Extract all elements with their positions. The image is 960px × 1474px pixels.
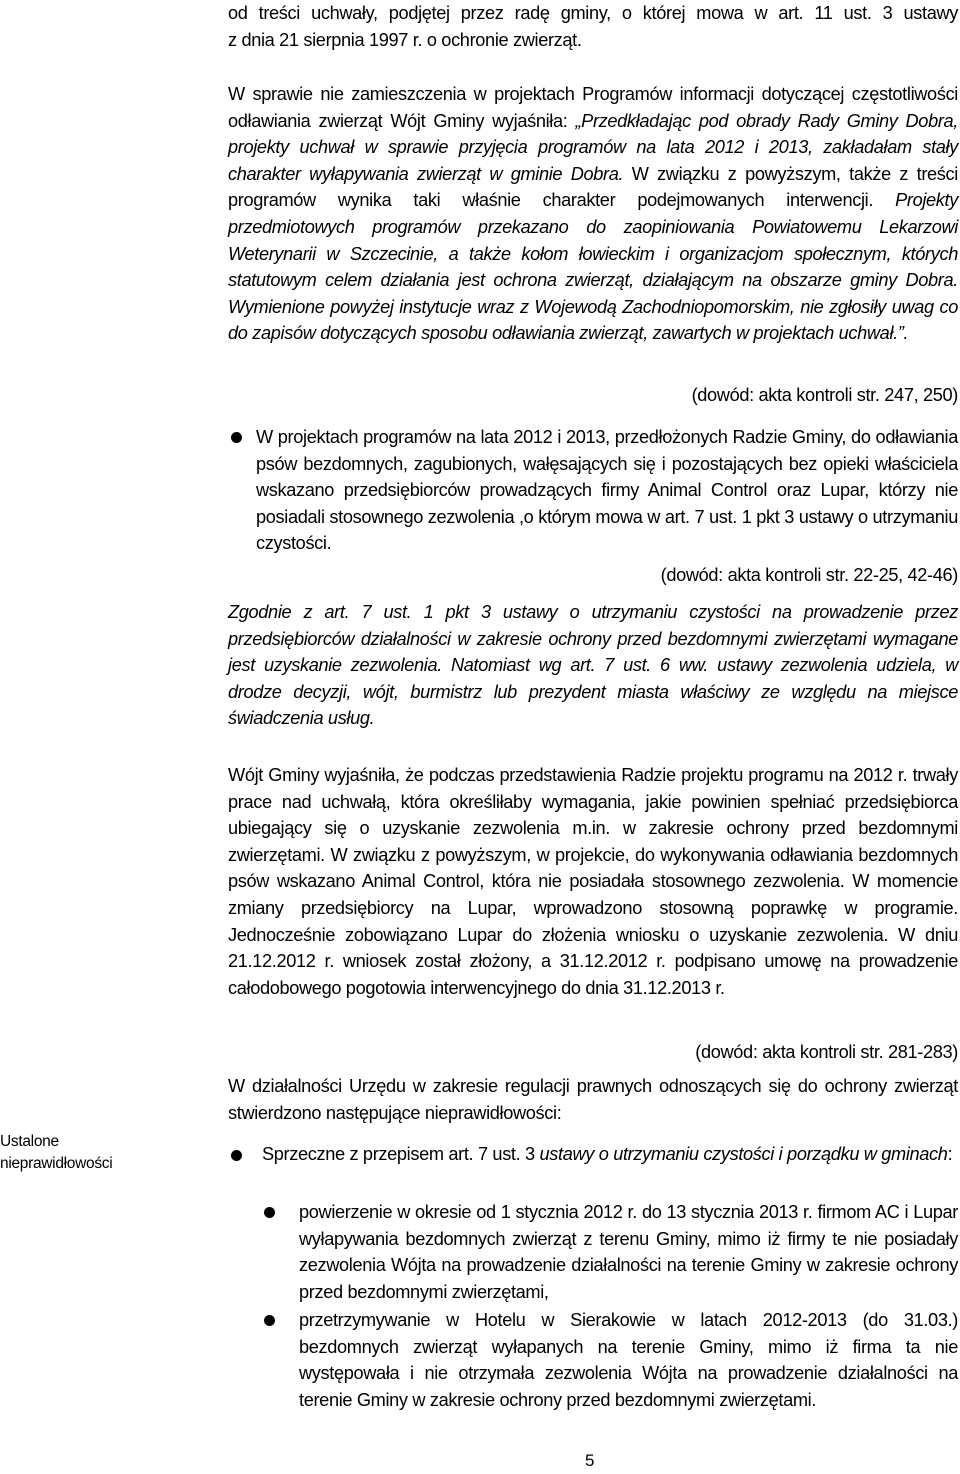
evidence-note-1: (dowód: akta kontroli str. 247, 250) [691,385,958,405]
p1-quote-italic: Projekty przedmiotowych programów przekazano do zaopiniowania Powiatowemu Lekarzowi Weterynarii w Szczecinie, a także kołom łowieckim i organizacjom społecznym, których statutowym celem działania jest ochrona zwierząt, działającym na obszarze gminy Dobra. [228,190,958,291]
bullet-icon [231,1150,242,1161]
sub-bullet-holding: przetrzymywanie w Hotelu w Sierakowie w latach 2012-2013 (do 31.03.) bezdomnych zwierząt wyłapanych na terenie Gminy, mimo iż firma ta nie występowała i nie otrzymała zezwolenia Wójta na prowadzenie działalności na terenie Gminy w zakresie ochrony przed bezdomnymi zwierzętami. [299,1310,958,1410]
bullet-icon [264,1207,275,1218]
intro-line-1: od treści uchwały, podjętej przez radę gminy, o której mowa w art. 11 ust. 3 ustawy [228,3,958,23]
p1-quote: „Przedkładając pod obrady Rady Gminy Dobra, projekty uchwał w sprawie przyjęcia programów na lata 2012 i 2013, zakładałam stały charakter wyłapywania zwierząt w gminie Dobra. [228,110,959,184]
paragraph-mayor-explanation: Wójt Gminy wyjaśniła, że podczas przedstawienia Radzie projektu programu na 2012 r. trwały prace nad uchwałą, która określiłaby wymagania, jakie powinien spełniać przedsiębiorca ubiegający się o uzyskanie zezwolenia m.in. w zakresie ochrony przed bezdomnymi zwierzętami. W związku z powyższym, w projekcie, do wykonywania odławiania bezdomnych psów wskazano Animal Control, która nie posiadała stosownego zezwolenia. W momencie zmiany przedsiębiorcy na Lupar, wprowadzono stosowną poprawkę w programie. Jednocześnie zobowiązano Lupar do złożenia wniosku o uzyskanie zezwolenia. W dniu 21.12.2012 r. wniosek został złożony, a 31.12.2012 r. podpisano umowę na prowadzenie całodobowego pogotowia interwencyjnego do dnia 31.12.2013 r. [228,765,958,998]
intro-line-2: z dnia 21 sierpnia 1997 r. o ochronie zwierząt. [228,29,582,50]
bullet-item-programs: W projektach programów na lata 2012 i 2013, przedłożonych Radzie Gminy, do odławiania psów bezdomnych, zagubionych, wałęsających się i pozostających bez opieki właściciela wskazano przedsiębiorców prowadzących firmy Animal Control oraz Lupar, którzy nie posiadali stosownego zezwolenia ,o którym mowa w art. 7 ust. 1 pkt 3 ustawy o utrzymaniu czystości. [256,427,958,554]
p1-lead: W sprawie nie zamieszczenia w projektach Programów informacji dotyczącej częstotliwości odławiania zwierząt Wójt Gminy wyjaśniła: [228,84,958,131]
bullet-icon [264,1315,275,1326]
evidence-note-3: (dowód: akta kontroli str. 281-283) [695,1042,958,1062]
section-label-line-2: nieprawidłowości [0,1155,113,1172]
evidence-note-2: (dowód: akta kontroli str. 22-25, 42-46) [660,565,958,585]
section-label [0,1131,150,1175]
bullet-icon [231,432,242,443]
p1-quote-end: Wymienione powyżej instytucje wraz z Wojewodą Zachodniopomorskim, nie zgłosiły uwag co do zapisów dotyczących sposobu odławiania zwierząt, zawartych w projektach uchwał.”. [228,296,958,344]
paragraph-explanation [228,81,958,347]
intro-paragraph [228,0,958,53]
section-label-line-1: Ustalone [0,1133,59,1150]
bullet2-colon: : [947,1144,953,1164]
legal-note: Zgodnie z art. 7 ust. 1 pkt 3 ustawy o utrzymaniu czystości na prowadzenie przez przedsiębiorców działalności w zakresie ochrony przed bezdomnymi zwierzętami wymagane jest uzyskanie zezwolenia. Natomiast wg art. 7 ust. 6 ww. ustawy zezwolenia udziela, w drodze decyzji, wójt, burmistrz lub prezydent miasta właściwy ze względu na miejsce świadczenia usług. [228,602,958,729]
bullet2-act-name: ustawy o utrzymaniu czystości i porządku w gminach [539,1144,948,1164]
bullet-item-violation [262,1141,958,1168]
sub-bullet-entrusting: powierzenie w okresie od 1 stycznia 2012 r. do 13 stycznia 2013 r. firmom AC i Lupar wyłapywania bezdomnych zwierząt z terenu Gminy, mimo iż firmy te nie posiadały zezwolenia Wójta na prowadzenie działalności na terenie Gminy w zakresie ochrony przed bezdomnymi zwierzętami, [299,1202,958,1302]
p1-quote-plain: W związku z powyższym, także z treści programów wynika taki właśnie charakter podejmowanych interwencji. [228,163,958,211]
paragraph-irregularities: W działalności Urzędu w zakresie regulacji prawnych odnoszących się do ochrony zwierząt stwierdzono następujące nieprawidłowości: [228,1076,958,1123]
bullet2-text: Sprzeczne z przepisem art. 7 ust. 3 [262,1144,540,1164]
page-number: 5 [585,1451,595,1470]
